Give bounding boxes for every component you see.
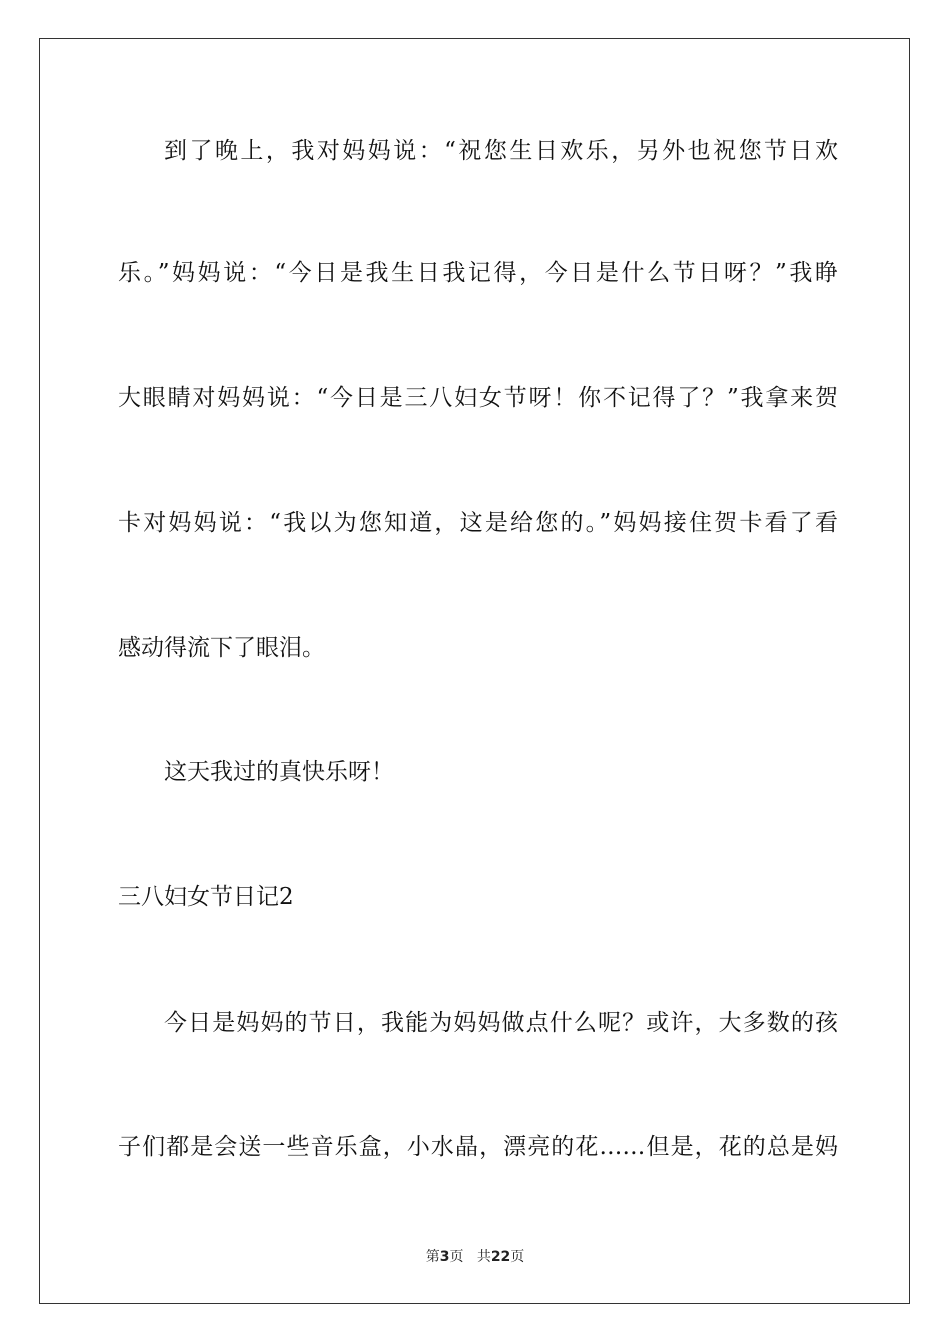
paragraph-line-5: 感动得流下了眼泪。 bbox=[118, 635, 325, 661]
paragraph-line-8: 子们都是会送一些音乐盒，小水晶，漂亮的花……但是，花的总是妈 bbox=[118, 1134, 838, 1160]
paragraph-line-3: 大眼睛对妈妈说：“今日是三八妇女节呀！你不记得了？”我拿来贺 bbox=[118, 385, 838, 411]
footer-total-suffix: 页 bbox=[510, 1249, 525, 1265]
paragraph-line-4: 卡对妈妈说：“我以为您知道，这是给您的。”妈妈接住贺卡看了看 bbox=[118, 510, 838, 536]
page-border bbox=[39, 38, 910, 1304]
footer-page-suffix: 页 bbox=[449, 1249, 464, 1265]
footer-total-prefix: 共 bbox=[476, 1249, 491, 1265]
footer-page-number: 3 bbox=[439, 1249, 450, 1265]
section-heading: 三八妇女节日记2 bbox=[118, 884, 294, 910]
footer-total-pages: 22 bbox=[490, 1249, 511, 1265]
paragraph-line-7: 今日是妈妈的节日，我能为妈妈做点什么呢？或许，大多数的孩 bbox=[164, 1010, 838, 1036]
footer-page-prefix: 第 bbox=[425, 1249, 440, 1265]
page-footer bbox=[0, 1246, 950, 1266]
paragraph-line-6: 这天我过的真快乐呀！ bbox=[164, 759, 394, 785]
paragraph-line-1: 到了晚上，我对妈妈说：“祝您生日欢乐，另外也祝您节日欢 bbox=[164, 138, 838, 164]
paragraph-line-2: 乐。”妈妈说：“今日是我生日我记得，今日是什么节日呀？”我睁 bbox=[118, 260, 838, 286]
